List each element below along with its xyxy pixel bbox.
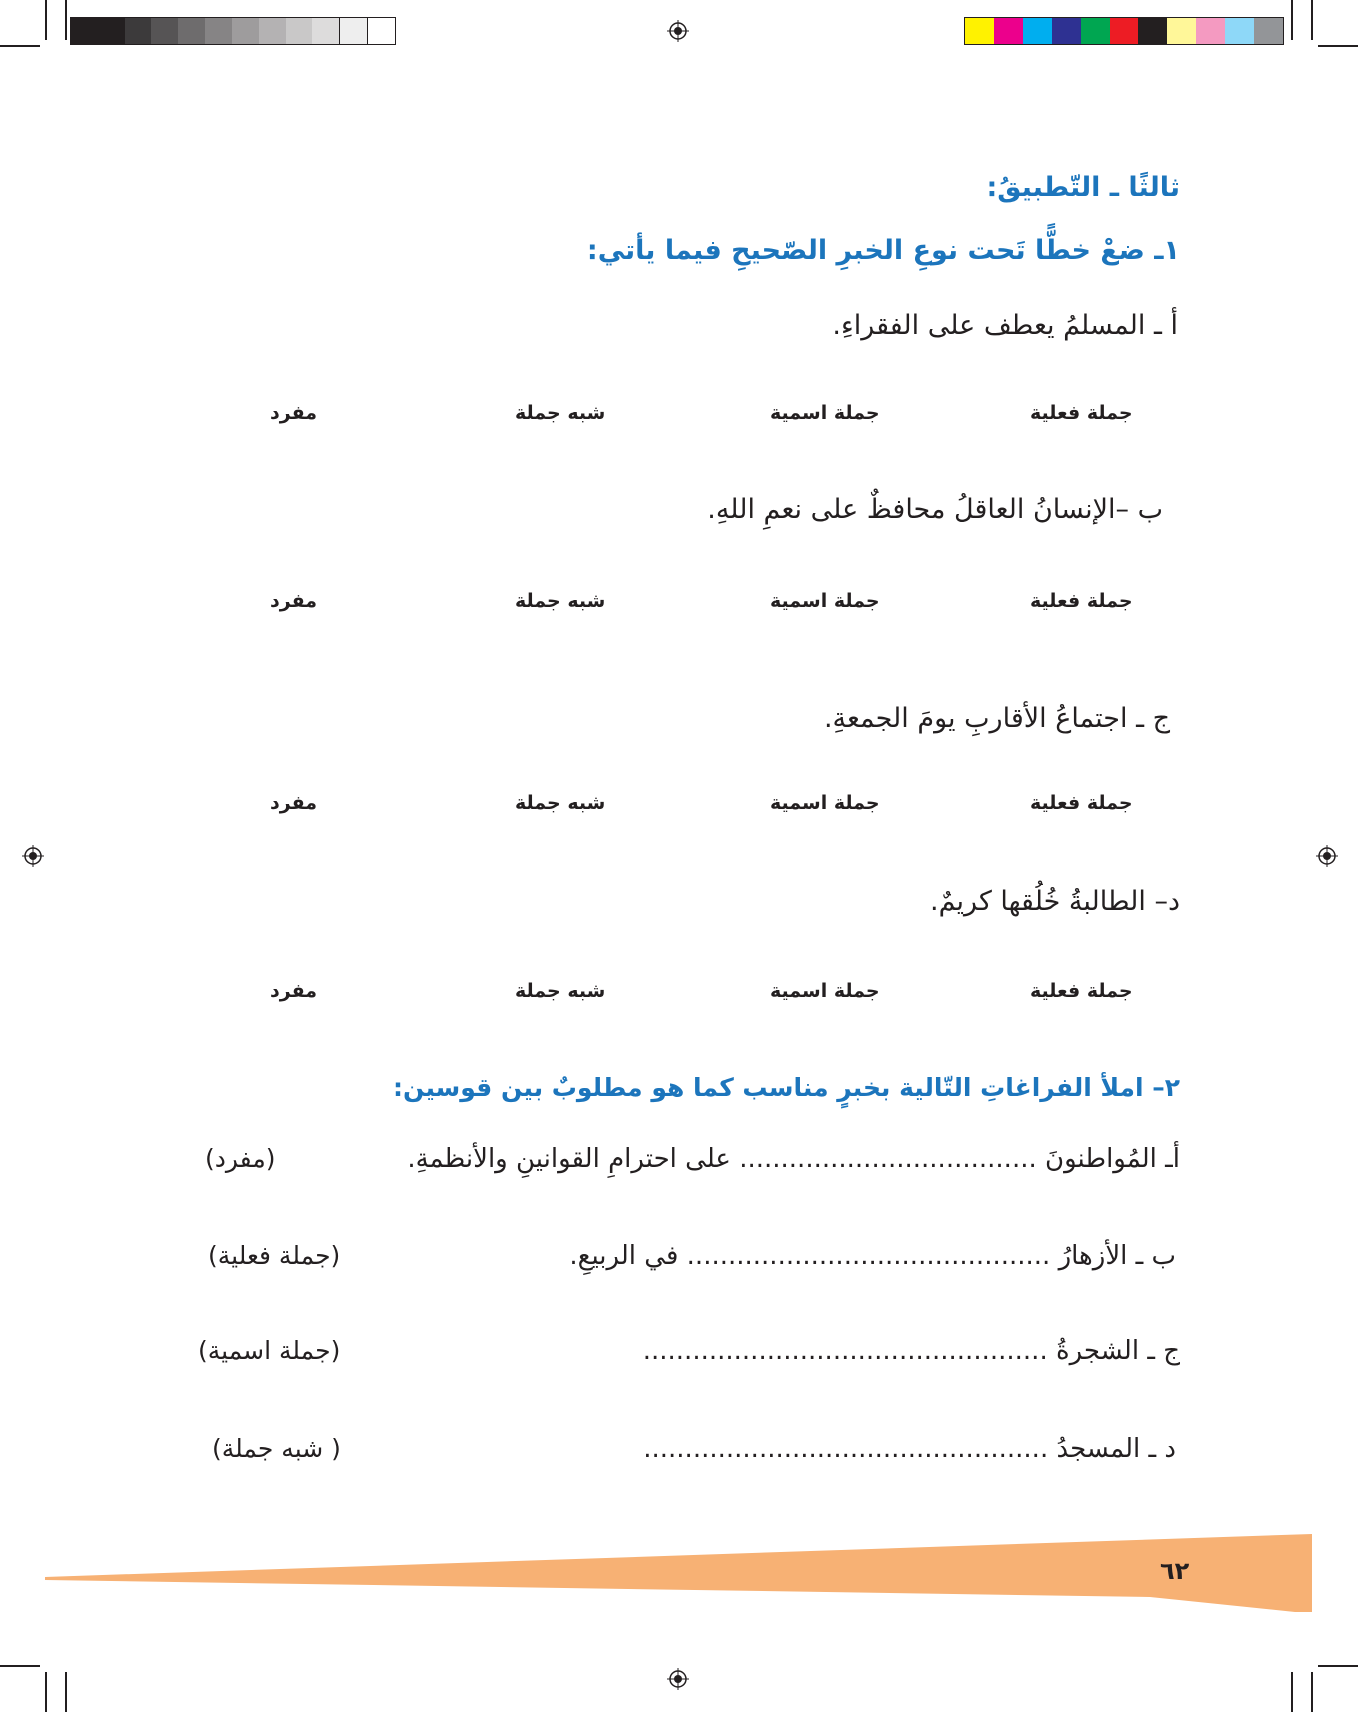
grayscale-swatch [178, 18, 205, 44]
grayscale-swatch [339, 18, 367, 44]
fill-hint-c: (جملة اسمية) [198, 1336, 341, 1365]
color-swatch [1225, 18, 1254, 44]
grayscale-swatch [259, 18, 286, 44]
registration-mark-left-icon [22, 845, 44, 867]
option-semi-sentence[interactable]: شبه جملة [515, 792, 606, 814]
fill-item-d[interactable]: د ـ المسجدُ ................................................. [643, 1434, 1176, 1464]
grayscale-swatch [151, 18, 178, 44]
fill-item-b[interactable]: ب ـ الأزهارُ ............................................ في الربيعِ. [569, 1241, 1176, 1271]
color-swatch [1110, 18, 1139, 44]
option-semi-sentence[interactable]: شبه جملة [515, 980, 606, 1002]
color-swatch [1081, 18, 1110, 44]
option-verbal-sentence[interactable]: جملة فعلية [1030, 402, 1133, 424]
page-number: ٦٢ [1160, 1557, 1190, 1585]
exercise2-instruction: ٢– املأ الفراغاتِ التّالية بخبرٍ مناسب كما هو مطلوبٌ بين قوسين: [392, 1073, 1180, 1102]
registration-mark-right-icon [1316, 845, 1338, 867]
grayscale-swatch [367, 18, 395, 44]
color-swatch [994, 18, 1023, 44]
color-swatch [965, 18, 994, 44]
exercise1-item-c: ج ـ اجتماعُ الأقاربِ يومَ الجمعةِ. [823, 703, 1170, 734]
option-nominal-sentence[interactable]: جملة اسمية [770, 980, 880, 1002]
exercise1-instruction: ١ـ ضعْ خطًّا تَحت نوعِ الخبرِ الصّحيحِ فيما يأتي: [586, 235, 1180, 266]
grayscale-swatch [125, 18, 152, 44]
grayscale-calibration-strip [70, 17, 396, 45]
option-verbal-sentence[interactable]: جملة فعلية [1030, 792, 1133, 814]
footer-orange-band [0, 1520, 1358, 1620]
option-semi-sentence[interactable]: شبه جملة [515, 402, 606, 424]
section-title: ثالثًا ـ التّطبيقُ: [986, 172, 1180, 203]
color-swatch [1254, 18, 1283, 44]
color-swatch [1052, 18, 1081, 44]
exercise1-item-b: ب –الإنسانُ العاقلُ محافظٌ على نعمِ اللهِ. [707, 494, 1163, 525]
option-semi-sentence[interactable]: شبه جملة [515, 590, 606, 612]
grayscale-swatch [312, 18, 339, 44]
option-singular[interactable]: مفرد [270, 980, 318, 1002]
option-nominal-sentence[interactable]: جملة اسمية [770, 402, 880, 424]
grayscale-swatch [232, 18, 259, 44]
option-nominal-sentence[interactable]: جملة اسمية [770, 590, 880, 612]
fill-item-a[interactable]: أـ المُواطنونَ .................................... على احترامِ القوانينِ والأنظمةِ. [407, 1144, 1180, 1174]
color-swatch [1196, 18, 1225, 44]
option-singular[interactable]: مفرد [270, 402, 318, 424]
option-verbal-sentence[interactable]: جملة فعلية [1030, 980, 1133, 1002]
color-swatch [1167, 18, 1196, 44]
option-verbal-sentence[interactable]: جملة فعلية [1030, 590, 1133, 612]
registration-mark-bottom-icon [667, 1668, 689, 1690]
grayscale-swatch [71, 18, 98, 44]
color-calibration-strip [964, 17, 1284, 45]
fill-hint-a: (مفرد) [205, 1144, 276, 1173]
grayscale-swatch [286, 18, 313, 44]
option-singular[interactable]: مفرد [270, 792, 318, 814]
fill-item-c[interactable]: ج ـ الشجرةُ ................................................. [642, 1336, 1180, 1366]
fill-hint-b: (جملة فعلية) [208, 1241, 341, 1270]
option-nominal-sentence[interactable]: جملة اسمية [770, 792, 880, 814]
grayscale-swatch [98, 18, 125, 44]
exercise1-item-a: أ ـ المسلمُ يعطف على الفقراءِ. [832, 310, 1178, 341]
registration-mark-top-icon [667, 20, 689, 42]
color-swatch [1138, 18, 1167, 44]
exercise1-item-d: د– الطالبةُ خُلُقها كريمٌ. [929, 886, 1180, 917]
grayscale-swatch [205, 18, 232, 44]
fill-hint-d: ( شبه جملة) [212, 1434, 341, 1463]
option-singular[interactable]: مفرد [270, 590, 318, 612]
color-swatch [1023, 18, 1052, 44]
